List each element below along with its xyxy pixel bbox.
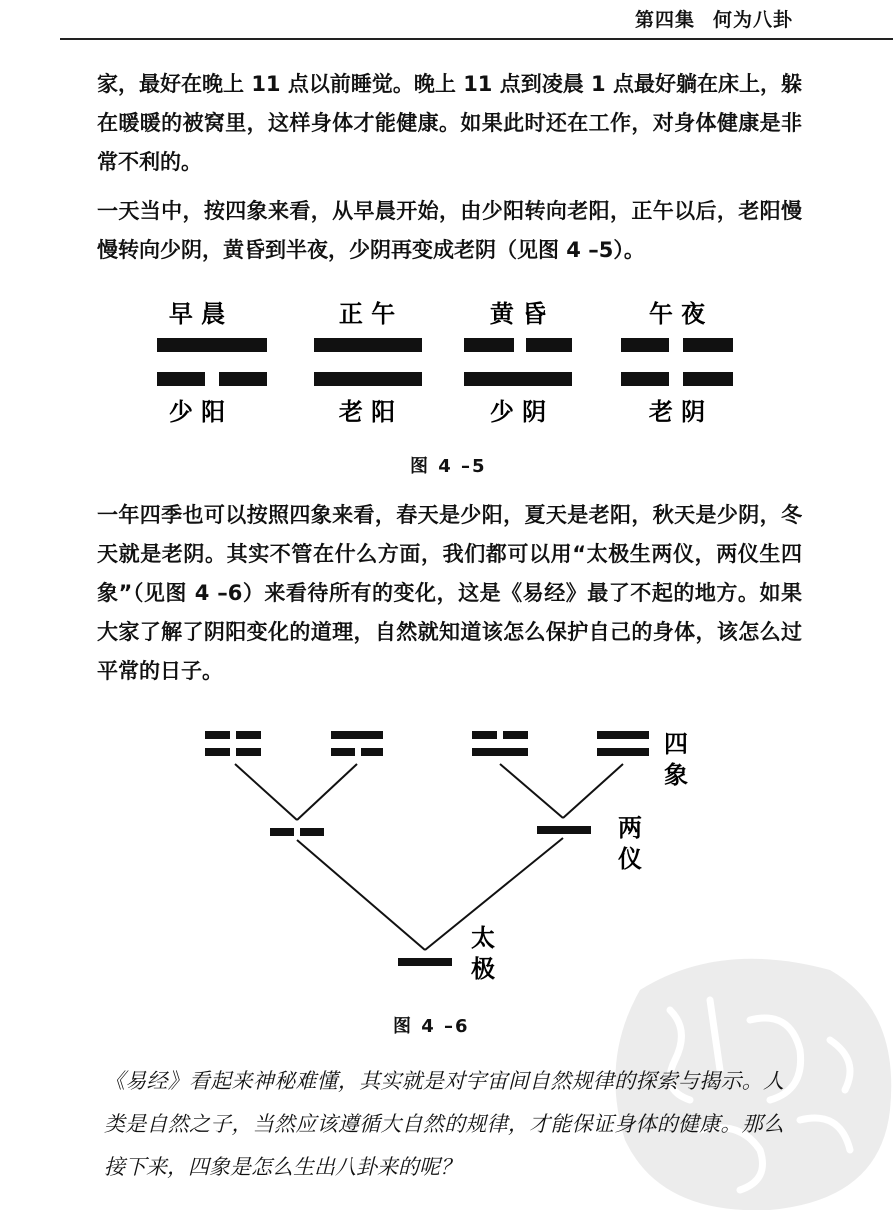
paragraph-3: 一年四季也可以按照四象来看，春天是少阳，夏天是老阳，秋天是少阴，冬天就是老阴。其实不管在什么方面，我们都可以用“太极生两仪，两仪生四象”（见图 4 –6）来看待所有的变化，这是《易经》最了不起的地方。如果大家了解了阴阳变化的道理，自然就知道该怎么保护自己的身体，该怎么过平常的日子。 (97, 503, 802, 683)
yin-line-right (219, 372, 267, 386)
header-rule (60, 38, 893, 40)
time-label-midnight: 午 夜 (648, 300, 706, 328)
paragraph-1: 家，最好在晚上 11 点以前睡觉。晚上 11 点到凌晨 1 点最好躺在床上，躲在暖暖的被窝里，这样身体才能健康。如果此时还在工作，对身体健康是非常不利的。 (97, 72, 802, 174)
image-label-shaoyin: 少 阴 (489, 398, 547, 426)
time-label-noon: 正 午 (338, 300, 396, 328)
taiji-symbol (398, 958, 452, 966)
paragraph-4: 《易经》看起来神秘难懂，其实就是对宇宙间自然规律的探索与揭示。人类是自然之子，当然应该遵循大自然的规律，才能保证身体的健康。那么接下来，四象是怎么生出八卦来的呢？ (104, 1069, 784, 1179)
paragraph-2: 一天当中，按四象来看，从早晨开始，由少阳转向老阳，正午以后，老阳慢慢转向少阴，黄昏到半夜，少阴再变成老阴（见图 4 –5）。 (97, 199, 802, 262)
header-title: 何为八卦 (712, 8, 793, 31)
figure-4-6-caption: 图 4 –6 (393, 1016, 470, 1037)
time-label-dusk: 黄 昏 (489, 300, 547, 328)
label-liangyi-1: 两 (618, 814, 642, 842)
yang-line (314, 338, 422, 352)
yin-line-left (621, 372, 669, 386)
running-header (635, 0, 793, 36)
image-label-shaoyang: 少 阳 (168, 398, 226, 426)
yin-line-left (157, 372, 205, 386)
four-images-item-3 (464, 300, 572, 426)
liangyi-symbols (270, 826, 591, 836)
four-images-item-1 (157, 300, 267, 426)
figure-4-5-diagram (140, 290, 760, 440)
yang-line (464, 372, 572, 386)
yin-line-right (683, 338, 733, 352)
yin-line-right (526, 338, 572, 352)
yang-line (157, 338, 267, 352)
yin-line-left (464, 338, 514, 352)
four-images-item-2 (314, 300, 422, 426)
four-images-item-4 (621, 300, 733, 426)
label-taiji-2: 极 (471, 955, 495, 983)
yin-line-right (683, 372, 733, 386)
label-sixiang-2: 象 (664, 761, 688, 789)
label-sixiang-1: 四 (664, 730, 688, 758)
yang-line (314, 372, 422, 386)
label-liangyi-2: 仪 (618, 845, 642, 873)
time-label-morning: 早 晨 (168, 300, 226, 328)
connector-lines (235, 764, 623, 950)
sixiang-symbols (205, 731, 649, 756)
header-episode: 第四集 (634, 8, 695, 31)
yin-line-left (621, 338, 669, 352)
image-label-laoyang: 老 阳 (338, 398, 396, 426)
figure-4-5-caption: 图 4 –5 (410, 456, 487, 477)
label-taiji-1: 太 (471, 924, 495, 952)
image-label-laoyin: 老 阴 (648, 398, 706, 426)
